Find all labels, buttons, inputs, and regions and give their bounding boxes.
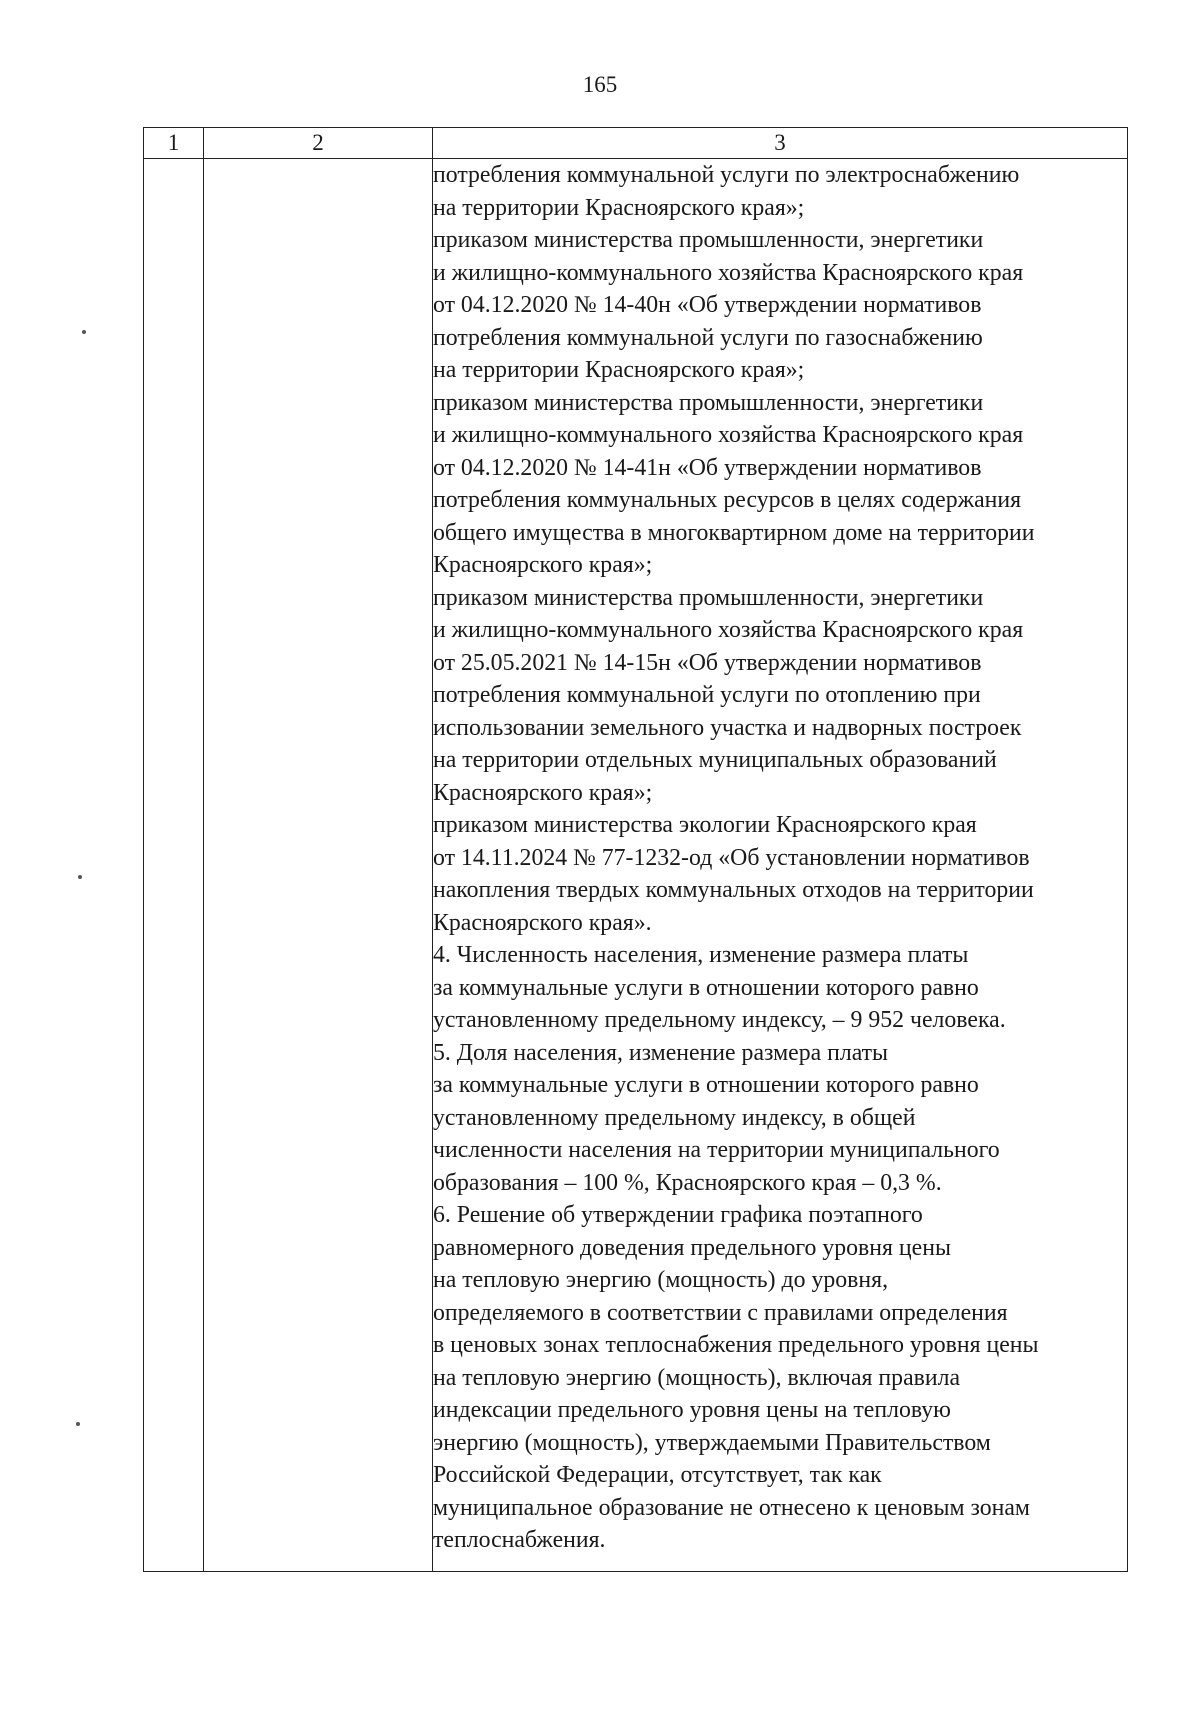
text-line: Красноярского края». <box>433 909 652 936</box>
text-line: теплоснабжения. <box>433 1527 606 1553</box>
column-header-3: 3 <box>433 128 1128 159</box>
text-line: за коммунальные услуги в отношении которого равно <box>433 1072 979 1098</box>
document-table <box>143 127 1128 1572</box>
scan-dot <box>78 875 82 879</box>
text-line: 4. Численность населения, изменение размера платы <box>433 942 969 968</box>
text-line: и жилищно-коммунального хозяйства Красноярского края <box>433 422 1024 448</box>
cell-column-2 <box>204 159 433 1572</box>
text-line: потребления коммунальной услуги по электроснабжению <box>433 162 1020 188</box>
text-line: 6. Решение об утверждении графика поэтапного <box>433 1202 923 1228</box>
text-line: энергию (мощность), утверждаемыми Правительством <box>433 1429 991 1456</box>
text-line: потребления коммунальных ресурсов в целях содержания <box>433 487 1022 513</box>
text-line: общего имущества в многоквартирном доме на территории <box>433 519 1035 546</box>
page-number: 165 <box>582 72 618 97</box>
text-line: равномерного доведения предельного уровня цены <box>433 1234 951 1261</box>
cell-column-3 <box>433 159 1128 1572</box>
text-line: на территории отдельных муниципальных образований <box>433 747 997 773</box>
text-line: на тепловую энергию (мощность), включая правила <box>433 1364 961 1391</box>
text-line: от 14.11.2024 № 77-1232-од «Об установлении нормативов <box>433 844 1030 871</box>
text-line: приказом министерства экологии Красноярского края <box>433 812 977 838</box>
text-line: численности населения на территории муниципального <box>433 1137 1000 1163</box>
text-line: приказом министерства промышленности, энергетики <box>433 227 984 253</box>
text-line: и жилищно-коммунального хозяйства Красноярского края <box>433 259 1024 286</box>
text-line: использовании земельного участка и надворных построек <box>433 714 1022 741</box>
text-line: Красноярского края»; <box>433 552 653 578</box>
text-line: индексации предельного уровня цены на тепловую <box>433 1397 951 1423</box>
text-line: 5. Доля населения, изменение размера платы <box>433 1039 889 1066</box>
table-row <box>144 159 1128 1572</box>
text-line: в ценовых зонах теплоснабжения предельного уровня цены <box>433 1332 1039 1358</box>
text-line: и жилищно-коммунального хозяйства Красноярского края <box>433 617 1024 643</box>
text-line: образования – 100 %, Красноярского края – 0,3 %. <box>433 1169 942 1196</box>
column-header-1: 1 <box>144 128 204 159</box>
column-header-2: 2 <box>204 128 433 159</box>
scan-dot <box>76 1422 80 1426</box>
text-line: установленному предельному индексу, в общей <box>433 1104 916 1131</box>
text-line: приказом министерства промышленности, энергетики <box>433 389 984 416</box>
text-line: установленному предельному индексу, – 9 952 человека. <box>433 1007 1006 1033</box>
text-line: потребления коммунальной услуги по отоплению при <box>433 682 981 708</box>
text-line: на территории Красноярского края»; <box>433 194 805 221</box>
text-line: Красноярского края»; <box>433 779 653 806</box>
text-line: потребления коммунальной услуги по газоснабжению <box>433 324 983 351</box>
text-line: приказом министерства промышленности, энергетики <box>433 584 984 611</box>
text-line: от 04.12.2020 № 14-40н «Об утверждении нормативов <box>433 292 982 318</box>
text-line: от 25.05.2021 № 14-15н «Об утверждении нормативов <box>433 649 982 676</box>
cell-column-1 <box>144 159 204 1572</box>
table-header-row <box>144 128 1128 159</box>
text-line: за коммунальные услуги в отношении которого равно <box>433 974 979 1001</box>
scan-dot <box>82 330 86 334</box>
text-line: от 04.12.2020 № 14-41н «Об утверждении нормативов <box>433 454 982 481</box>
text-line: на территории Красноярского края»; <box>433 357 805 383</box>
cell-text <box>433 159 1127 1557</box>
text-line: накопления твердых коммунальных отходов на территории <box>433 877 1034 903</box>
text-line: определяемого в соответствии с правилами определения <box>433 1299 1008 1326</box>
text-line: муниципальное образование не отнесено к ценовым зонам <box>433 1494 1030 1521</box>
text-line: на тепловую энергию (мощность) до уровня, <box>433 1267 889 1293</box>
text-line: Российской Федерации, отсутствует, так как <box>433 1462 882 1488</box>
